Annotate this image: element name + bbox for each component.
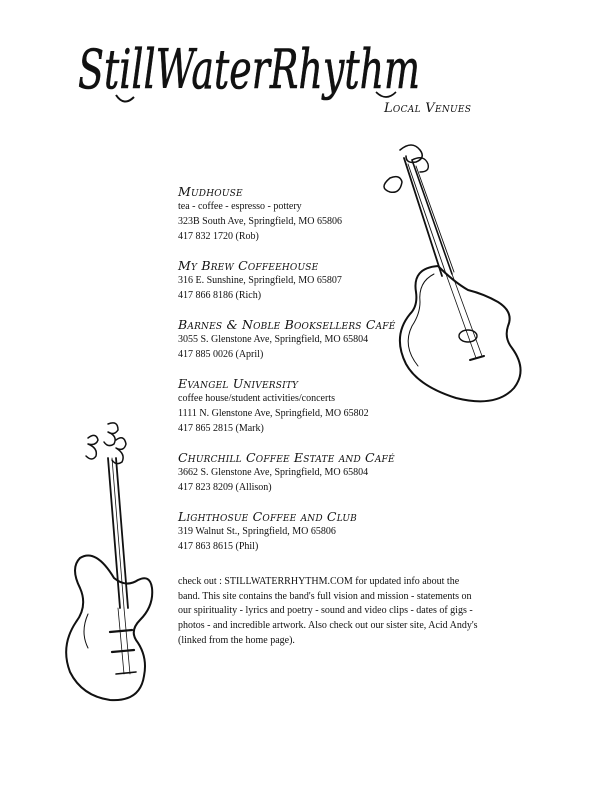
venue-name: Barnes & Noble Booksellers Café (178, 317, 396, 332)
bass-guitar-drawing-icon (58, 418, 173, 718)
venue-address: 1111 N. Glenstone Ave, Springfield, MO 65802 (178, 408, 369, 419)
venue-phone: 417 865 2815 (Mark) (178, 423, 264, 434)
venue-tagline: tea - coffee - espresso - pottery (178, 201, 302, 212)
venue-address: 319 Walnut St., Springfield, MO 65806 (178, 526, 336, 537)
venue-address: 316 E. Sunshine, Springfield, MO 65807 (178, 275, 342, 286)
band-logo (76, 20, 426, 115)
venue-address: 323B South Ave, Springfield, MO 65806 (178, 216, 342, 227)
acoustic-guitar-drawing-icon (360, 138, 535, 408)
venue-lighthouse (178, 509, 488, 554)
venue-phone: 417 866 8186 (Rich) (178, 290, 262, 301)
venue-address: 3662 S. Glenstone Ave, Springfield, MO 65804 (178, 467, 369, 478)
venue-phone: 417 823 8209 (Allison) (178, 482, 272, 493)
venue-address: 3055 S. Glenstone Ave, Springfield, MO 65804 (178, 334, 369, 345)
venue-tagline: coffee house/student activities/concerts (178, 393, 335, 404)
handwritten-logo-icon (76, 20, 426, 115)
venue-name: Churchill Coffee Estate and Café (178, 450, 395, 465)
logo-text: StillWaterRhythm (78, 38, 420, 101)
venue-phone: 417 832 1720 (Rob) (178, 231, 259, 242)
venue-name: My Brew Coffeehouse (178, 258, 319, 273)
venue-churchill (178, 450, 488, 495)
checkout-paragraph: check out : STILLWATERRHYTHM.COM for updated info about the band. This site contains the band's full vision and mission - statements on our spirituality - lyrics and poetry - sound and video clips - dates of gigs - photos - and incredible artwork. Also check out our sister site, Acid Andy's (linked from the home page). (178, 576, 478, 646)
venue-name: Lighthosue Coffee and Club (178, 509, 357, 524)
venue-phone: 417 885 0026 (April) (178, 349, 264, 360)
venue-name: Evangel University (178, 376, 299, 391)
venue-name: Mudhouse (178, 184, 243, 199)
page-subtitle: Local Venues (384, 101, 472, 116)
venue-phone: 417 863 8615 (Phil) (178, 541, 259, 552)
